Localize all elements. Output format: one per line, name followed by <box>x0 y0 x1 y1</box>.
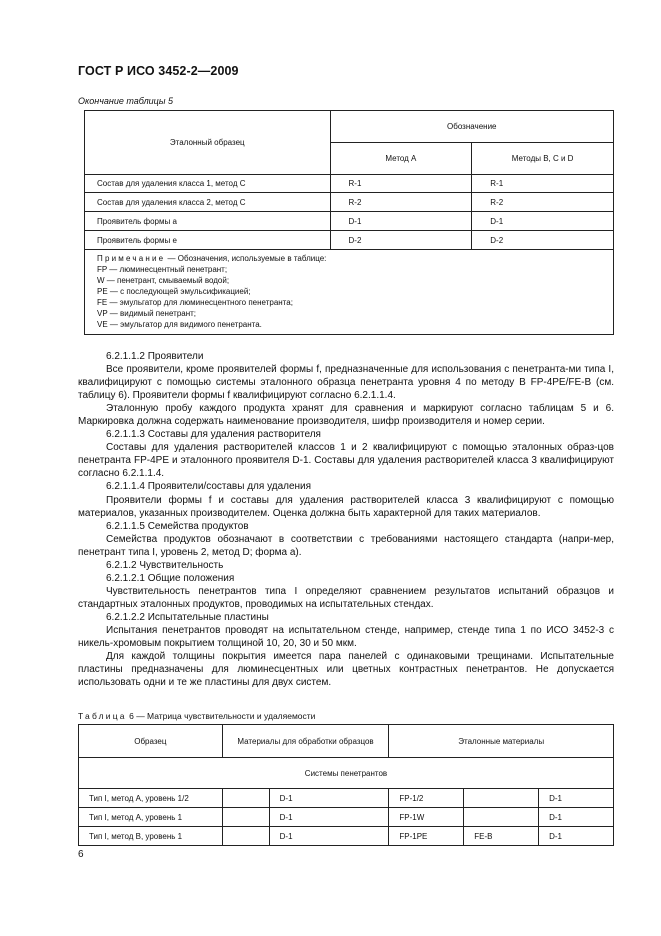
table-row <box>79 789 614 808</box>
table-row <box>85 212 614 231</box>
cell: D-1 <box>539 808 614 827</box>
cell: D-1 <box>539 789 614 808</box>
document-header: ГОСТ Р ИСО 3452-2—2009 <box>78 64 239 78</box>
cell: D-2 <box>472 231 614 250</box>
table-row <box>85 231 614 250</box>
paragraph: Семейства продуктов обозначают в соответствии с требованиями настоящего стандарта (напри-мер, пенетрант типа I, уровень 2, метод D; форма a). <box>78 533 614 558</box>
cell: FP-1PE <box>389 827 464 846</box>
note-label: Примечание <box>97 254 166 263</box>
section-row: Системы пенетрантов <box>79 758 614 789</box>
cell: R-1 <box>472 175 614 193</box>
body-text <box>78 350 614 689</box>
cell <box>222 789 269 808</box>
paragraph: Для каждой толщины покрытия имеется пара панелей с одинаковыми трещинами. Испытательные пластины предназначены для люминесцентных или цветных контрастных пенетрантов. Не допускается использовать одни и те же пластины для двух систем. <box>78 651 614 689</box>
cell: Проявитель формы a <box>85 212 331 231</box>
cell: D-1 <box>330 212 472 231</box>
paragraph: Испытания пенетрантов проводят на испытательном стенде, например, стенде типа 1 по ИСО 3452-3 с никель-хромовым покрытием толщиной 10, 20, 30 и 50 мкм. <box>78 624 614 650</box>
cell: Проявитель формы e <box>85 231 331 250</box>
note-line: FP — люминесцентный пенетрант; <box>97 265 228 274</box>
cell: D-2 <box>330 231 472 250</box>
cell: Состав для удаления класса 1, метод C <box>85 175 331 193</box>
table-row <box>79 808 614 827</box>
cell <box>464 789 539 808</box>
section-heading: 6.2.1.2.2 Испытательные пластины <box>106 611 269 623</box>
section-heading: 6.2.1.1.2 Проявители <box>106 351 204 362</box>
table-5 <box>84 110 614 335</box>
table6-caption-rest: 6 — Матрица чувствительности и удаляемости <box>129 711 316 721</box>
note-line: W — пенетрант, смываемый водой; <box>97 276 230 285</box>
table-row <box>85 193 614 212</box>
cell: D-1 <box>269 808 389 827</box>
cell: R-1 <box>330 175 472 193</box>
cell: D-1 <box>472 212 614 231</box>
cell: Тип I, метод A, уровень 1/2 <box>79 789 223 808</box>
note-line: PE — с последующей эмульсификацией; <box>97 287 251 296</box>
table-row <box>79 827 614 846</box>
cell <box>222 808 269 827</box>
note-title: — Обозначения, используемые в таблице: <box>167 254 327 263</box>
cell: Тип I, метод B, уровень 1 <box>79 827 223 846</box>
col-header-methods-bcd: Методы B, C и D <box>472 143 614 175</box>
cell: R-2 <box>330 193 472 212</box>
paragraph: Чувствительность пенетрантов типа I определяют сравнением результатов испытаний образцов и стандартных эталонных продуктов, проводимых на испытательных стендах. <box>78 585 614 610</box>
cell: FP-1W <box>389 808 464 827</box>
table-row <box>85 175 614 193</box>
page-number: 6 <box>78 849 84 860</box>
note-line: VP — видимый пенетрант; <box>97 309 197 318</box>
note-line: FE — эмульгатор для люминесцентного пенетранта; <box>97 298 293 307</box>
col-header-designation: Обозначение <box>330 111 613 143</box>
col-header-sample: Эталонный образец <box>85 111 331 175</box>
table6-caption <box>78 711 315 721</box>
cell: D-1 <box>269 827 389 846</box>
table5-note <box>85 250 614 335</box>
section-heading: 6.2.1.1.4 Проявители/составы для удаления <box>106 481 312 493</box>
paragraph: Проявители формы f и составы для удаления растворителей класса 3 квалифицируют с помощью материалов, указанных производителем. Оценка должна быть характерной для таких материалов. <box>78 494 614 519</box>
table-6 <box>78 724 614 846</box>
cell: R-2 <box>472 193 614 212</box>
paragraph: Все проявители, кроме проявителей формы f, предназначенные для использования с пенетранта-ми типа I, квалифицируют с помощью системы эталонного образца пенетранта уровня 4 по методу B FP-4PE/FE-B (см. таблицу 6). Проявители формы f квалифицируют согласно 6.2.1.1.4. <box>78 364 614 402</box>
col-header-method-a: Метод A <box>330 143 472 175</box>
section-heading: 6.2.1.2 Чувствительность <box>106 559 224 571</box>
table6-caption-word: Таблица <box>78 711 127 721</box>
cell: D-1 <box>539 827 614 846</box>
cell: Состав для удаления класса 2, метод C <box>85 193 331 212</box>
note-line: VE — эмульгатор для видимого пенетранта. <box>97 320 262 329</box>
table5-caption: Окончание таблицы 5 <box>78 96 173 106</box>
col-header-materials: Материалы для обработки образцов <box>222 725 389 758</box>
col-header-reference: Эталонные материалы <box>389 725 614 758</box>
paragraph: Эталонную пробу каждого продукта хранят для сравнения и маркируют согласно таблицам 5 и 6. Маркировка должна содержать наименование производителя, шифр производителя и номер серии. <box>78 403 614 428</box>
cell: FP-1/2 <box>389 789 464 808</box>
section-heading: 6.2.1.2.1 Общие положения <box>106 572 235 584</box>
cell: D-1 <box>269 789 389 808</box>
section-heading: 6.2.1.1.3 Составы для удаления растворителя <box>106 429 321 441</box>
cell <box>222 827 269 846</box>
cell: Тип I, метод A, уровень 1 <box>79 808 223 827</box>
section-heading: 6.2.1.1.5 Семейства продуктов <box>106 520 249 532</box>
cell <box>464 808 539 827</box>
paragraph: Составы для удаления растворителей классов 1 и 2 квалифицируют с помощью эталонных образ-цов пенетранта FP-4PE и эталонного проявителя D-1. Составы для удаления растворителей класса 3 квалифицируют согласно 6.2.1.1.4. <box>78 442 614 480</box>
cell: FE-B <box>464 827 539 846</box>
col-header-sample: Образец <box>79 725 223 758</box>
